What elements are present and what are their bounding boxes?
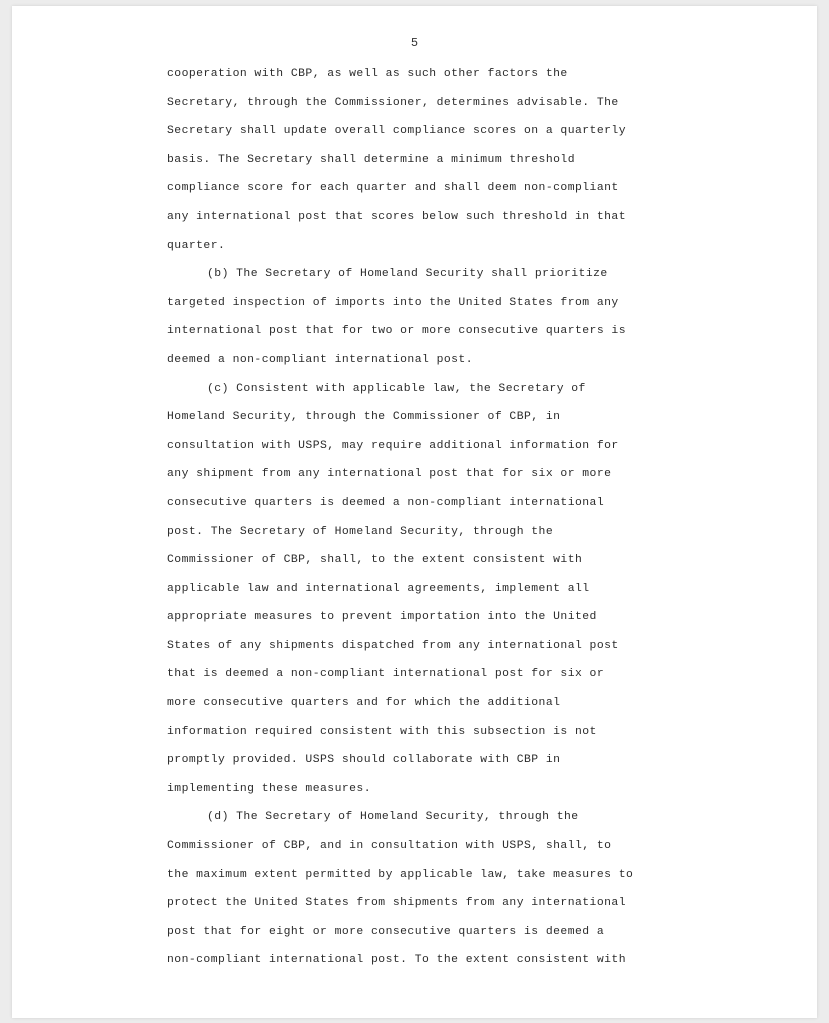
text-line: Secretary shall update overall compliance scores on a quarterly [167,125,626,138]
page-number: 5 [410,36,419,50]
text-line: any international post that scores below such threshold in that [167,210,626,223]
text-line: implementing these measures. [167,782,371,795]
text-line: deemed a non-compliant international post. [167,353,473,366]
text-line: applicable law and international agreements, implement all [167,582,590,595]
text-line: post that for eight or more consecutive quarters is deemed a [167,925,605,938]
text-line: international post that for two or more consecutive quarters is [167,325,626,338]
text-line: basis. The Secretary shall determine a minimum threshold [167,153,575,166]
text-line: information required consistent with this subsection is not [167,725,597,738]
text-line: any shipment from any international post that for six or more [167,468,612,481]
text-line: (b) The Secretary of Homeland Security shall prioritize [207,268,608,281]
text-line: consultation with USPS, may require additional information for [167,439,619,452]
text-line: States of any shipments dispatched from any international post [167,639,619,652]
text-line: targeted inspection of imports into the United States from any [167,296,619,309]
text-line: (c) Consistent with applicable law, the Secretary of [207,382,586,395]
text-line: Commissioner of CBP, and in consultation with USPS, shall, to [167,840,612,853]
document-page [12,6,817,1018]
text-line: that is deemed a non-compliant international post for six or [167,668,605,681]
text-line: protect the United States from shipments from any international [167,897,626,910]
text-line: Commissioner of CBP, shall, to the extent consistent with [167,554,583,567]
text-line: post. The Secretary of Homeland Security, through the [167,525,554,538]
text-line: promptly provided. USPS should collaborate with CBP in [167,754,561,767]
body-text [167,64,667,979]
text-line: Homeland Security, through the Commissioner of CBP, in [167,411,561,424]
text-line: Secretary, through the Commissioner, determines advisable. The [167,96,619,109]
text-line: more consecutive quarters and for which the additional [167,697,561,710]
text-line: compliance score for each quarter and shall deem non-compliant [167,182,619,195]
text-line: the maximum extent permitted by applicable law, take measures to [167,868,634,881]
text-line: (d) The Secretary of Homeland Security, through the [207,811,579,824]
text-line: quarter. [167,239,226,252]
text-line: consecutive quarters is deemed a non-compliant international [167,496,605,509]
text-line: non-compliant international post. To the extent consistent with [167,954,626,967]
text-line: appropriate measures to prevent importation into the United [167,611,597,624]
text-line: cooperation with CBP, as well as such other factors the [167,68,568,80]
